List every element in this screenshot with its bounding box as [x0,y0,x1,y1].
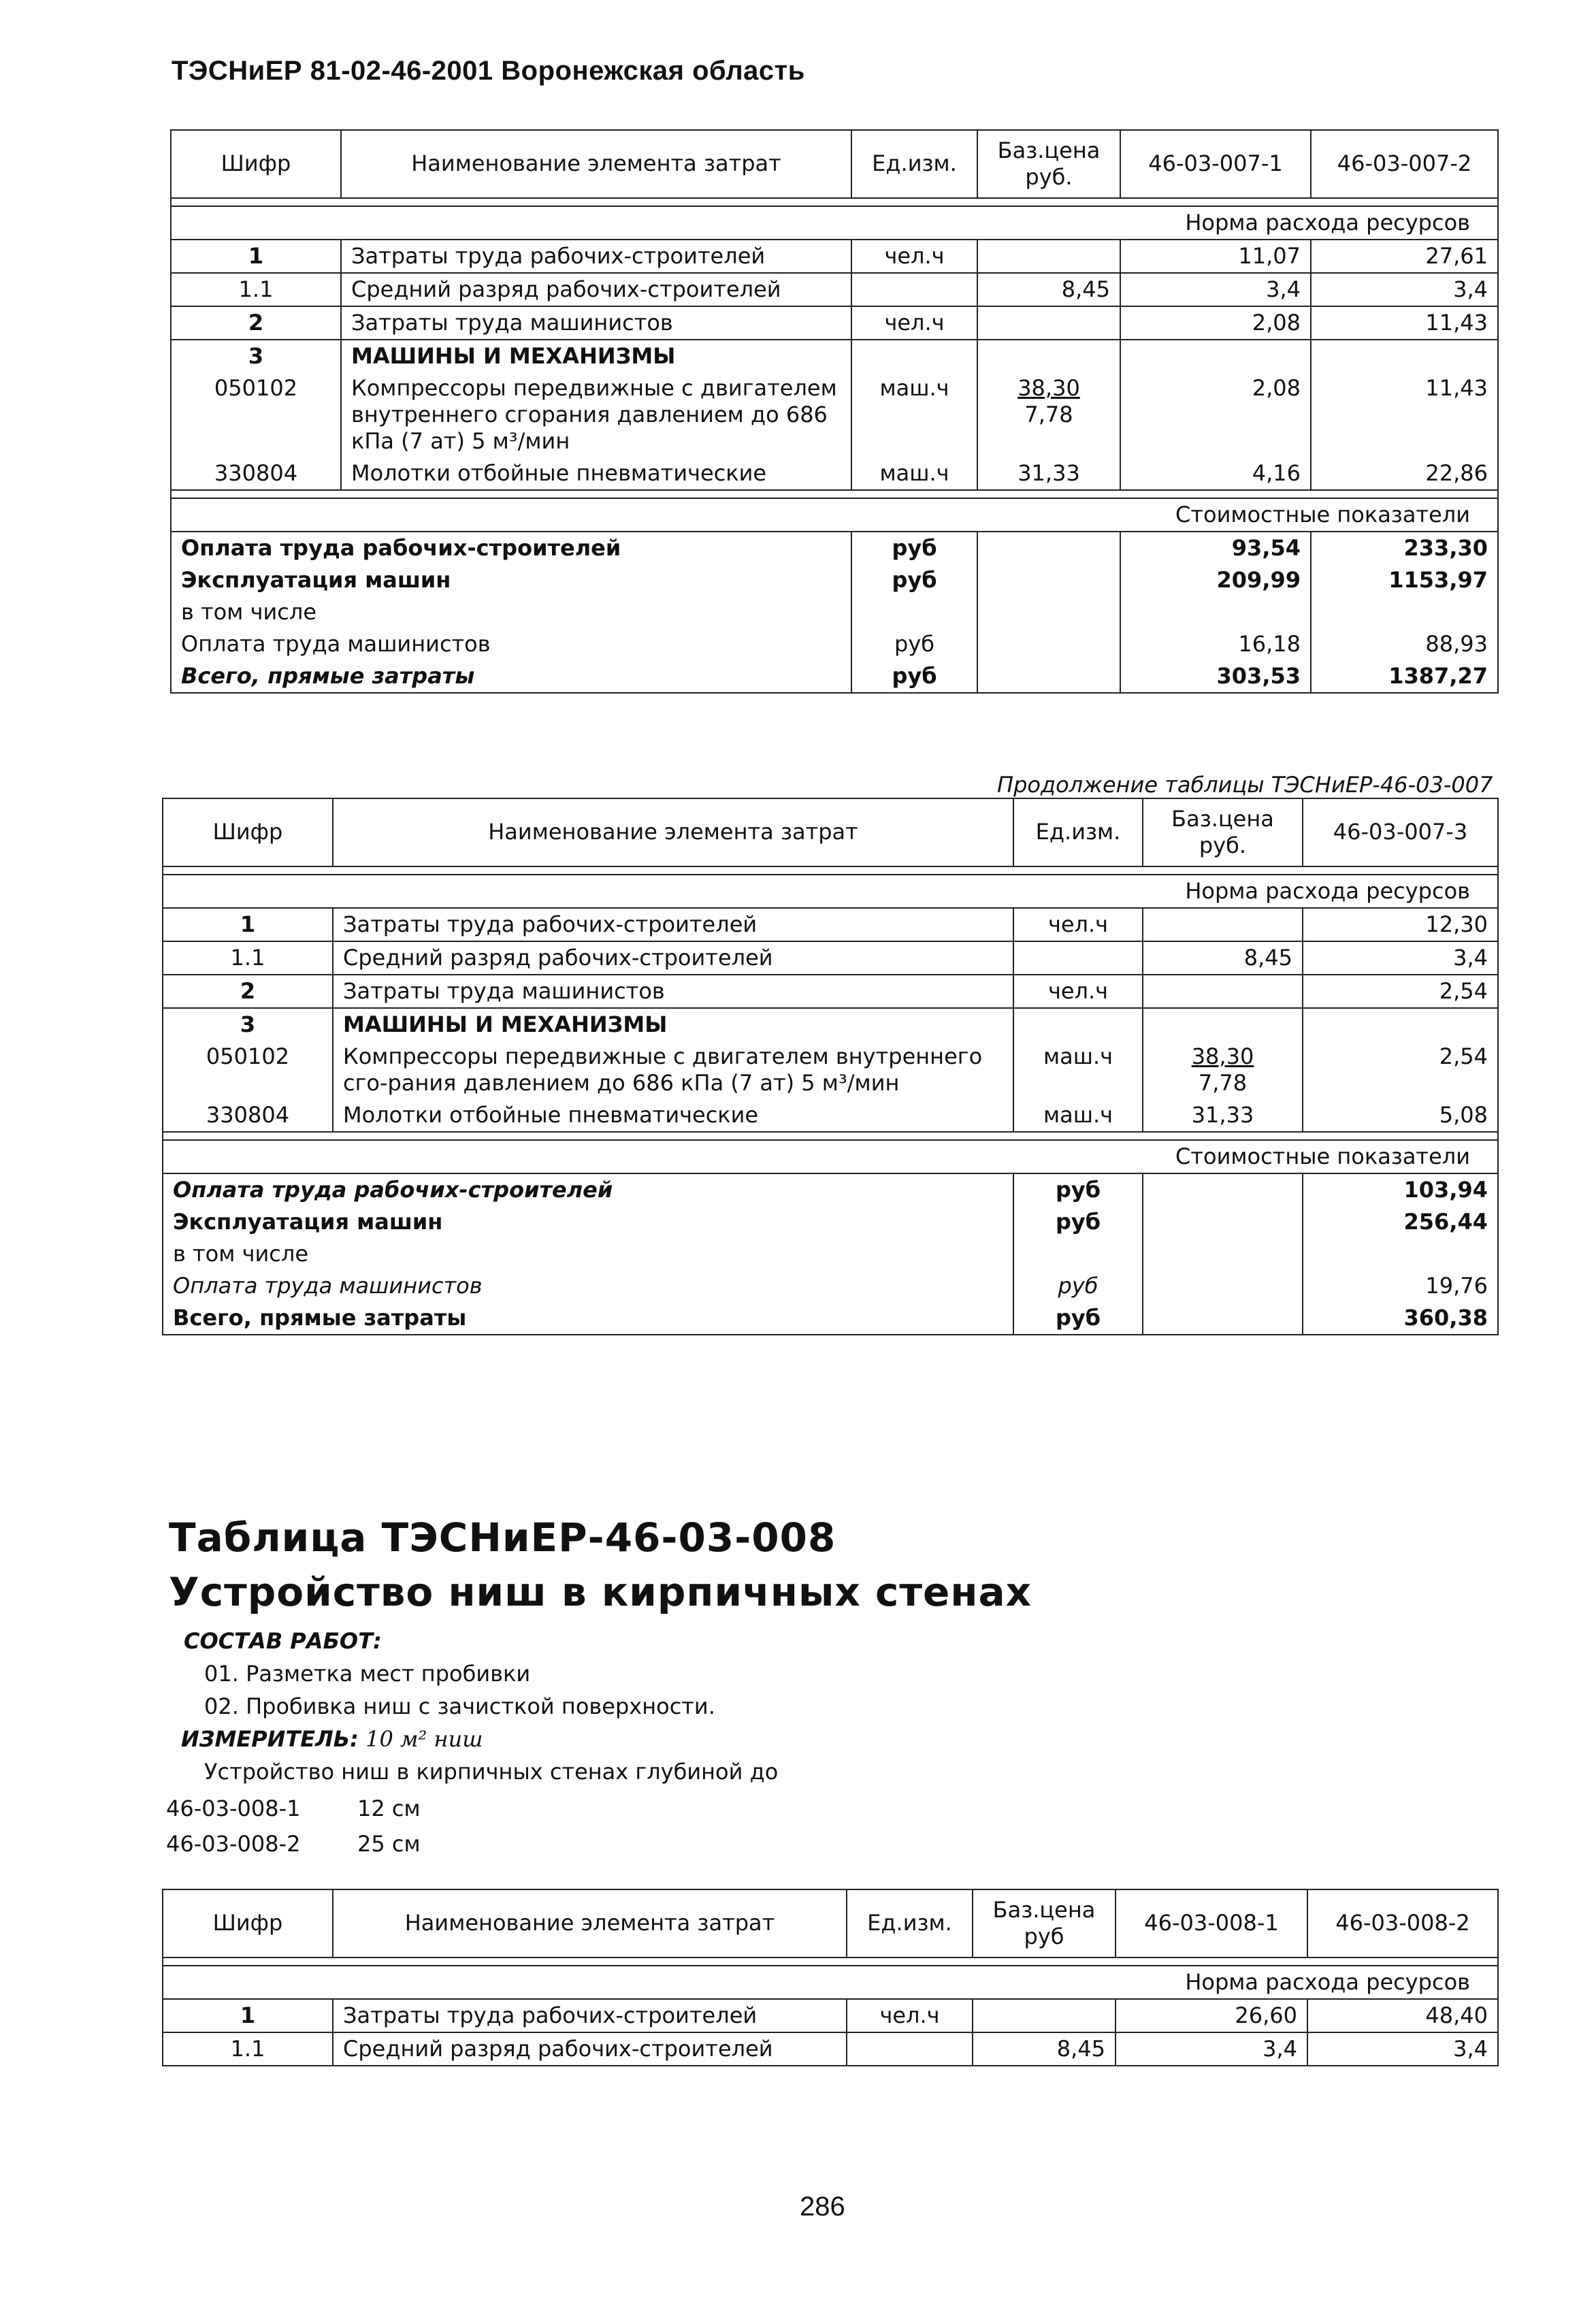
row-value-2: 27,61 [1311,240,1498,273]
work-item: 01. Разметка мест пробивки [204,1661,531,1687]
row-value-1: 3,4 [1120,273,1311,306]
cost-row [163,1173,1498,1206]
cost-value-1: 360,38 [1303,1302,1498,1335]
meter-line [181,1726,483,1752]
cost-unit: руб [1013,1270,1143,1302]
table-row [163,1099,1498,1132]
row-value-1: 2,54 [1303,1041,1498,1099]
header-col-46-03-007-1: 46-03-007-1 [1120,130,1311,198]
cost-row [171,532,1498,564]
row-value-2: 3,4 [1307,2032,1498,2066]
work-composition-label: СОСТАВ РАБОТ: [184,1628,382,1654]
cost-value-2: 1153,97 [1311,564,1498,596]
continuation-caption: Продолжение таблицы ТЭСНиЕР-46-03-007 [997,772,1493,798]
row-name: Затраты труда рабочих-строителей [333,908,1013,941]
cost-label: Стоимостные показатели [163,1140,1498,1173]
table-header-row [163,1889,1498,1958]
norm-label: Норма расхода ресурсов [163,875,1498,908]
resource-table-46-03-007-3 [162,798,1499,1335]
row-value-1: 5,08 [1303,1099,1498,1132]
cost-name: Оплата труда машинистов [171,628,851,660]
cost-value-1: 103,94 [1303,1173,1498,1206]
row-value-1: 11,07 [1120,240,1311,273]
running-title: ТЭСНиЕР 81-02-46-2001 Воронежская область [172,56,805,86]
row-price: 8,45 [973,2032,1115,2066]
cost-row [171,596,1498,628]
table-header-row [171,130,1498,198]
resource-table-46-03-007-1-2 [170,129,1499,694]
cost-unit: руб [851,660,977,693]
row-unit [847,2032,973,2066]
row-name: Средний разряд рабочих-строителей [341,273,851,306]
norm-label: Норма расхода ресурсов [171,206,1498,240]
header-unit: Ед.изм. [851,130,977,198]
table-subtitle: Устройство ниш в кирпичных стенах [169,1569,1032,1615]
header-code: Шифр [163,1889,333,1958]
row-unit: маш.ч [851,457,977,490]
header-col-46-03-007-2: 46-03-007-2 [1311,130,1498,198]
table-title: Таблица ТЭСНиЕР-46-03-008 [169,1514,836,1561]
cost-row-total [171,660,1498,693]
row-value-1: 2,08 [1120,306,1311,340]
row-code: 2 [171,306,341,340]
meter-label: ИЗМЕРИТЕЛЬ: [181,1726,359,1752]
variant-value: 25 см [357,1831,421,1857]
cost-value-2: 233,30 [1311,532,1498,564]
row-value-2: 11,43 [1311,306,1498,340]
row-value-1: 3,4 [1303,941,1498,975]
row-unit: маш.ч [851,372,977,457]
row-price [977,306,1120,340]
row-value-2: 3,4 [1311,273,1498,306]
header-name: Наименование элемента затрат [341,130,851,198]
price-denominator: 7,78 [1198,1070,1248,1096]
page-number: 286 [800,2192,845,2222]
price-denominator: 7,78 [1024,402,1073,428]
header-code: Шифр [163,798,333,866]
cost-label-row [163,1140,1498,1173]
cost-name: Всего, прямые затраты [171,660,851,693]
norm-label: Норма расхода ресурсов [163,1966,1498,1999]
cost-unit: руб [1013,1302,1143,1335]
variant-code: 46-03-008-2 [166,1831,301,1857]
norm-label-row [163,875,1498,908]
norm-label-row [163,1966,1498,1999]
row-code: 330804 [163,1099,333,1132]
table-row [163,1999,1498,2032]
cost-name: Всего, прямые затраты [163,1302,1013,1335]
header-price: Баз.цена руб. [977,130,1120,198]
row-name: Молотки отбойные пневматические [333,1099,1013,1132]
header-unit: Ед.изм. [847,1889,973,1958]
row-name: Затраты труда машинистов [333,975,1013,1008]
row-name: МАШИНЫ И МЕХАНИЗМЫ [333,1008,1013,1041]
cost-name: Эксплуатация машин [163,1206,1013,1238]
table-row [171,273,1498,306]
norm-label-row [171,206,1498,240]
row-price [977,372,1120,457]
row-price [1143,908,1303,941]
row-name: Затраты труда рабочих-строителей [333,1999,847,2032]
table-header-row [163,798,1498,866]
cost-unit: руб [851,628,977,660]
row-name: Компрессоры передвижные с двигателем внутреннего сгорания давлением до 686 кПа (7 ат) 5 м³/мин [341,372,851,457]
cost-value-1: 209,99 [1120,564,1311,596]
table-row-group-heading [171,340,1498,372]
cost-value-2: 88,93 [1311,628,1498,660]
row-unit: чел.ч [1013,908,1143,941]
table-row [163,941,1498,975]
row-unit: чел.ч [847,1999,973,2032]
row-value-1: 4,16 [1120,457,1311,490]
row-price: 8,45 [977,273,1120,306]
cost-row [163,1238,1498,1270]
row-code: 3 [163,1008,333,1041]
row-name: Средний разряд рабочих-строителей [333,941,1013,975]
row-price: 8,45 [1143,941,1303,975]
cost-name: Оплата труда машинистов [163,1270,1013,1302]
table-row [163,1041,1498,1099]
cost-unit: руб [1013,1206,1143,1238]
row-code: 3 [171,340,341,372]
cost-name: в том числе [171,596,851,628]
table-row [163,908,1498,941]
table-row [171,457,1498,490]
row-unit: чел.ч [851,240,977,273]
table-row [163,975,1498,1008]
row-code: 1 [171,240,341,273]
cost-label-row [171,498,1498,532]
row-code: 1.1 [163,2032,333,2066]
row-unit: чел.ч [1013,975,1143,1008]
header-price: Баз.цена руб [973,1889,1115,1958]
cost-value-1: 93,54 [1120,532,1311,564]
row-price: 31,33 [1143,1099,1303,1132]
cost-value-1: 19,76 [1303,1270,1498,1302]
row-unit [1013,941,1143,975]
cost-row [171,628,1498,660]
cost-label: Стоимостные показатели [171,498,1498,532]
row-value-1: 2,54 [1303,975,1498,1008]
row-price [973,1999,1115,2032]
row-value-2: 11,43 [1311,372,1498,457]
cost-row [163,1206,1498,1238]
row-code: 2 [163,975,333,1008]
row-price: 31,33 [977,457,1120,490]
cost-row [163,1270,1498,1302]
cost-name: Оплата труда рабочих-строителей [171,532,851,564]
cost-name: Эксплуатация машин [171,564,851,596]
row-value-1: 2,08 [1120,372,1311,457]
row-unit [851,273,977,306]
cost-value-1: 256,44 [1303,1206,1498,1238]
cost-unit: руб [851,564,977,596]
meter-value: 10 м² ниш [365,1726,483,1752]
variant-value: 12 см [357,1796,421,1821]
row-value-2: 48,40 [1307,1999,1498,2032]
section-description: Устройство ниш в кирпичных стенах глубиной до [204,1759,779,1785]
row-value-1: 12,30 [1303,908,1498,941]
header-col-46-03-008-1: 46-03-008-1 [1115,1889,1307,1958]
row-name: Компрессоры передвижные с двигателем внутреннего сго-рания давлением до 686 кПа (7 ат) 5 м³/мин [333,1041,1013,1099]
cost-unit: руб [851,532,977,564]
header-unit: Ед.изм. [1013,798,1143,866]
header-code: Шифр [171,130,341,198]
price-numerator: 38,30 [1191,1043,1254,1070]
cost-row-total [163,1302,1498,1335]
row-price [1143,1041,1303,1099]
resource-table-46-03-008 [162,1889,1499,2066]
header-name: Наименование элемента затрат [333,1889,847,1958]
row-unit: маш.ч [1013,1041,1143,1099]
row-name: Затраты труда рабочих-строителей [341,240,851,273]
row-code: 330804 [171,457,341,490]
table-row [171,306,1498,340]
work-item: 02. Пробивка ниш с зачисткой поверхности. [204,1693,715,1719]
cost-unit: руб [1013,1173,1143,1206]
row-code: 050102 [171,372,341,457]
cost-value-2: 1387,27 [1311,660,1498,693]
row-value-2: 22,86 [1311,457,1498,490]
table-row [163,2032,1498,2066]
row-price [1143,975,1303,1008]
row-code: 1.1 [163,941,333,975]
row-code: 1 [163,1999,333,2032]
row-name: МАШИНЫ И МЕХАНИЗМЫ [341,340,851,372]
row-value-1: 26,60 [1115,1999,1307,2032]
header-col-46-03-007-3: 46-03-007-3 [1303,798,1498,866]
row-value-1: 3,4 [1115,2032,1307,2066]
cost-name: Оплата труда рабочих-строителей [163,1173,1013,1206]
cost-value-1: 16,18 [1120,628,1311,660]
row-code: 1.1 [171,273,341,306]
price-numerator: 38,30 [1017,375,1080,402]
header-price: Баз.цена руб. [1143,798,1303,866]
variant-code: 46-03-008-1 [166,1796,301,1821]
row-name: Затраты труда машинистов [341,306,851,340]
row-unit: маш.ч [1013,1099,1143,1132]
row-price [977,240,1120,273]
header-name: Наименование элемента затрат [333,798,1013,866]
row-name: Молотки отбойные пневматические [341,457,851,490]
row-code: 050102 [163,1041,333,1099]
row-name: Средний разряд рабочих-строителей [333,2032,847,2066]
cost-name: в том числе [163,1238,1013,1270]
header-col-46-03-008-2: 46-03-008-2 [1307,1889,1498,1958]
table-row [171,240,1498,273]
table-row [171,372,1498,457]
row-unit: чел.ч [851,306,977,340]
cost-row [171,564,1498,596]
row-code: 1 [163,908,333,941]
table-row-group-heading [163,1008,1498,1041]
cost-value-1: 303,53 [1120,660,1311,693]
